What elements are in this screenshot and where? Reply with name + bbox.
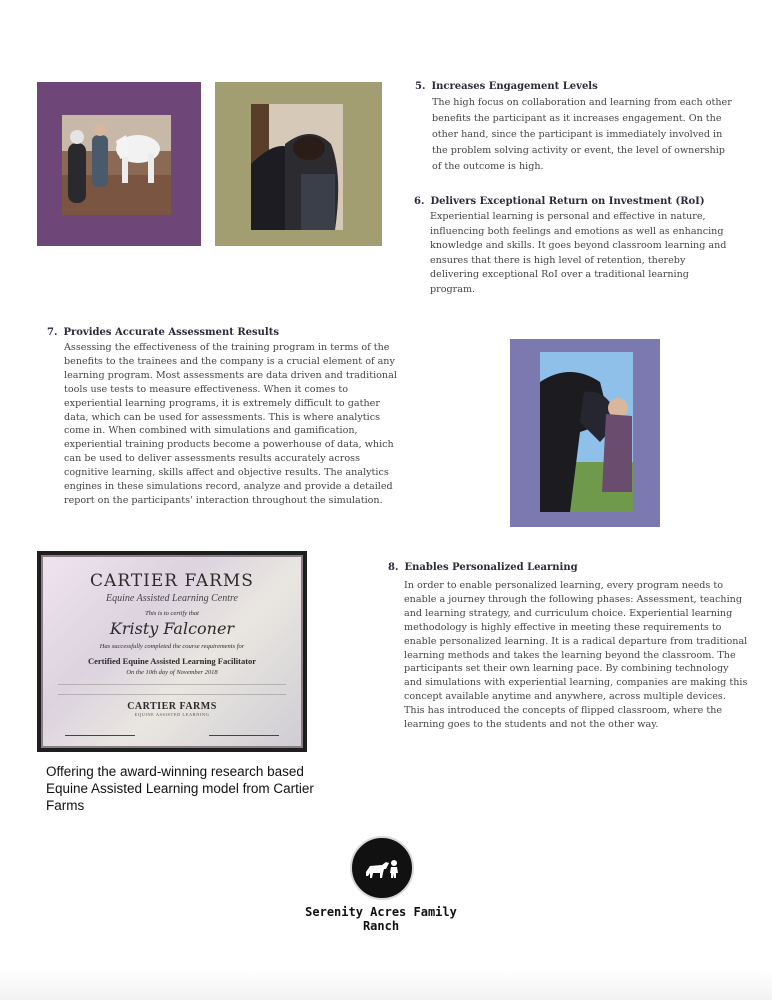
section-6-title: Delivers Exceptional Return on Investment (RoI) [430,196,705,207]
section-8-body: In order to enable personalized learning, every program needs to enable a journey through the following phases: Assessment, teaching and learning strategy, and curriculum choice. Experiential learning methodology is highly effective in meeting these requirements to enable personalized learning. It is a radical departure from traditional learning methods and takes the learning beyond the classroom. The participants set their own learning pace. By combining technology and simulations with experiential learning, companies are making this concept available anytime and anywhere, across multiple devices. This has introduced the concepts of flipped classroom, where the learning goes to the students and not the other way. [404,580,748,731]
certificate-date: On the 10th day of November 2018 [126,669,218,676]
certificate-subheading: Equine Assisted Learning Centre [106,593,238,604]
certificate-completed-line: Has successfully completed the course requirements for [99,643,245,650]
certificate-certify-line: This is to certify that [145,610,199,617]
photo-barn-horse-group [62,115,171,215]
section-7-body: Assessing the effectiveness of the training program in terms of the benefits to the trainees and the company is a crucial element of any learning program. Most assessments are data driven and traditional tools use tests to measure effectiveness. When it comes to experiential learning programs, it is extremely difficult to gather data, which can be used for assessments. This is where analytics come in. When combined with simulations and gamification, experiential training products become a powerhouse of data, which can be used to deliver assessments results accurately across cognitive learning, skills affect and objective results. The analytics engines in these simulations record, analyze and provide a detailed report on the participants' interaction throughout the simulation. [64,342,397,506]
certificate-caption: Offering the award-winning research based Equine Assisted Learning model from Cartier Farms [46,764,314,813]
photo-horse-girl [540,352,633,512]
ranch-name: Serenity Acres Family Ranch [305,905,457,933]
certificate-image [37,551,307,752]
section-5 [415,81,735,175]
section-6 [414,196,736,298]
photo-frame-olive [215,82,382,246]
certificate-logo-sub: EQUINE ASSISTED LEARNING [134,712,210,717]
section-6-number: 6. [414,196,425,207]
section-5-body: The high focus on collaboration and learning from each other benefits the participant as it increases engagement. On the other hand, since the participant is immediately involved in the problem solving activity or event, the level of ownership of the outcome is high. [432,97,732,172]
page-bottom-band [0,970,772,1000]
certificate-body [41,555,303,748]
certificate-fine-print [58,684,285,695]
section-7 [47,327,399,508]
section-6-body: Experiential learning is personal and effective in nature, influencing both feelings and emotions as well as enhancing knowledge and skills. It goes beyond classroom learning and ensures that there is high level of retention, thereby delivering exceptional RoI over a traditional learning program. [430,211,727,295]
certificate-award: Certified Equine Assisted Learning Facilitator [87,656,257,666]
certificate-logo-text: CARTIER FARMS [127,701,217,712]
section-7-number: 7. [47,327,58,338]
certificate-signature-left [65,727,135,736]
certificate-heading: CARTIER FARMS [90,571,254,591]
section-8-title: Enables Personalized Learning [404,562,578,573]
horse-and-child-icon [352,838,412,898]
photo-frame-lavender [510,339,660,527]
ranch-logo [350,836,414,900]
section-8 [388,562,748,732]
certificate-logo [43,701,301,712]
certificate-recipient: Kristy Falconer [109,619,235,638]
section-5-title: Increases Engagement Levels [431,81,598,92]
section-7-title: Provides Accurate Assessment Results [63,327,279,338]
section-5-number: 5. [415,81,426,92]
section-8-number: 8. [388,562,399,573]
photo-frame-purple [37,82,201,246]
certificate-signature-right [209,727,279,736]
photo-horse-hug [251,104,343,230]
